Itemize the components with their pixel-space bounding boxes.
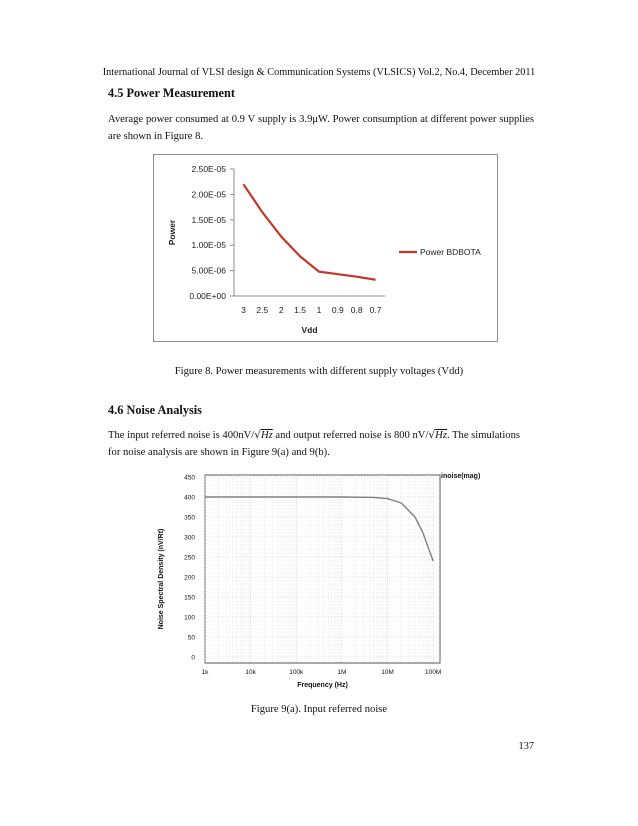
x-tick-label: 0.9 (331, 305, 344, 315)
x-tick-label: 0.8 (350, 305, 363, 315)
y-tick-label: 50 (187, 634, 195, 642)
x-tick-label: 1k (201, 669, 209, 676)
journal-header: International Journal of VLSI design & Communication Systems (VLSICS) Vol.2, No.4, December 2011 (102, 67, 536, 78)
y-tick-label: 5.00E-06 (191, 265, 226, 276)
y-tick-label: 0 (191, 654, 195, 662)
power-paragraph: Average power consumed at 0.9 V supply is 3.9μW. Power consumption at different power supplies are shown in Figure 8. (108, 114, 534, 142)
y-axis-label: Noise Spectral Density (nV/Rt) (158, 528, 165, 630)
hz-unit-1: Hz (260, 430, 273, 441)
figure-9a-chart (150, 465, 495, 695)
section-heading-noise: 4.6 Noise Analysis (108, 403, 202, 417)
legend-label: inoise(mag) (441, 473, 481, 480)
x-tick-label: 1M (337, 669, 347, 676)
y-tick-label: 250 (184, 554, 195, 562)
noise-text-a: The input referred noise is 400nV/ (108, 430, 255, 441)
y-tick-label: 100 (184, 614, 195, 622)
y-axis-label: Power (167, 219, 177, 246)
y-tick-label: 450 (184, 474, 195, 482)
x-tick-label: 100M (425, 669, 442, 676)
x-tick-label: 0.7 (369, 305, 382, 315)
section-heading-power: 4.5 Power Measurement (108, 86, 235, 100)
page-number: 137 (518, 741, 534, 752)
series-line-power-bdbota (243, 184, 375, 280)
x-tick-label: 100k (289, 669, 304, 676)
noise-text-line2: for noise analysis are shown in Figure 9(a) and 9(b). (108, 447, 330, 458)
y-tick-label: 300 (184, 534, 195, 542)
figure-8-chart (153, 154, 498, 342)
x-tick-label: 2.5 (256, 305, 269, 315)
x-tick-label: 10k (245, 669, 256, 676)
legend-label: Power BDBOTA (420, 247, 481, 257)
y-tick-label: 1.00E-05 (191, 240, 226, 251)
noise-text-b: and output referred noise is 800 nV/ (272, 430, 429, 441)
x-tick-label: 1 (316, 305, 322, 315)
x-axis-label: Frequency (Hz) (297, 682, 348, 689)
y-tick-label: 400 (184, 494, 195, 502)
y-tick-label: 350 (184, 514, 195, 522)
noise-text-c: . The simulations (446, 430, 521, 441)
y-tick-label: 1.50E-05 (191, 214, 226, 225)
y-tick-label: 150 (184, 594, 195, 602)
hz-unit-2: Hz (435, 430, 447, 441)
noise-chart-svg (150, 465, 495, 695)
x-tick-label: 1.5 (294, 305, 306, 315)
y-tick-label: 2.00E-05 (191, 189, 226, 200)
power-chart-svg (154, 155, 497, 341)
x-tick-label: 10M (381, 669, 394, 676)
noise-paragraph (108, 427, 534, 461)
y-tick-label: 0.00E+00 (189, 291, 226, 301)
x-axis-label: Vdd (301, 325, 318, 335)
x-tick-label: 3 (241, 305, 246, 315)
y-tick-label: 2.50E-05 (191, 164, 226, 174)
sqrt-symbol-1: √ (254, 429, 261, 441)
figure-8-caption: Figure 8. Power measurements with different supply voltages (Vdd) (174, 366, 464, 377)
sqrt-symbol-2: √ (428, 429, 436, 441)
y-tick-label: 200 (184, 574, 195, 582)
x-tick-label: 2 (278, 305, 284, 315)
figure-9a-caption: Figure 9(a). Input referred noise (250, 704, 388, 715)
